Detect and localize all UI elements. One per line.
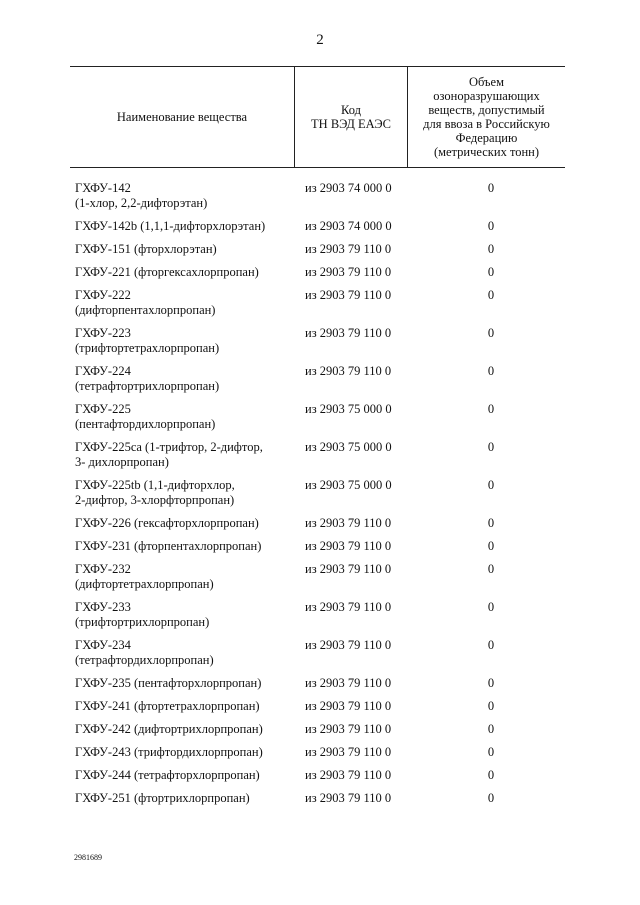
substance-name xyxy=(75,745,301,760)
substance-name-line: (пентафтордихлорпропан) xyxy=(75,417,216,431)
substance-name-line: ГХФУ-231 (фторпентахлорпропан) xyxy=(75,539,262,553)
customs-code: из 2903 79 110 0 xyxy=(305,745,392,759)
import-volume: 0 xyxy=(487,242,495,256)
table-row xyxy=(75,364,565,394)
table-row xyxy=(75,478,565,508)
substance-name xyxy=(75,768,301,783)
import-volume: 0 xyxy=(487,516,495,530)
import-volume: 0 xyxy=(487,288,495,302)
substance-name xyxy=(75,516,301,531)
customs-code: из 2903 75 000 0 xyxy=(305,440,392,454)
header-volume-line: (метрических тонн) xyxy=(433,145,540,159)
customs-code: из 2903 79 110 0 xyxy=(305,600,392,614)
substance-name xyxy=(75,288,301,318)
table-row xyxy=(75,516,565,531)
substance-name-line: ГХФУ-233 xyxy=(75,600,131,614)
table-row xyxy=(75,699,565,714)
import-volume: 0 xyxy=(487,745,495,759)
header-volume-line: Федерацию xyxy=(455,131,518,145)
substance-name xyxy=(75,402,301,432)
table-row xyxy=(75,288,565,318)
substance-name-line: ГХФУ-224 xyxy=(75,364,131,378)
customs-code: из 2903 79 110 0 xyxy=(305,699,392,713)
substance-name xyxy=(75,562,301,592)
customs-code: из 2903 75 000 0 xyxy=(305,402,392,416)
substance-name-line: ГХФУ-142b (1,1,1-дифторхлорэтан) xyxy=(75,219,266,233)
substance-name xyxy=(75,265,301,280)
substance-name xyxy=(75,364,301,394)
customs-code: из 2903 79 110 0 xyxy=(305,676,392,690)
import-volume: 0 xyxy=(487,791,495,805)
substance-name xyxy=(75,676,301,691)
substance-name-line: (тетрафтордихлорпропан) xyxy=(75,653,214,667)
table-header xyxy=(70,66,565,168)
table-row xyxy=(75,326,565,356)
customs-code: из 2903 79 110 0 xyxy=(305,265,392,279)
import-volume: 0 xyxy=(487,539,495,553)
substance-name xyxy=(75,638,301,668)
customs-code: из 2903 79 110 0 xyxy=(305,768,392,782)
import-volume: 0 xyxy=(487,676,495,690)
header-substance-name: Наименование вещества xyxy=(116,110,248,124)
substance-name xyxy=(75,326,301,356)
header-volume-line: озоноразрушающих xyxy=(433,89,540,103)
customs-code: из 2903 79 110 0 xyxy=(305,562,392,576)
substance-name-line: ГХФУ-241 (фтортетрахлорпропан) xyxy=(75,699,260,713)
table-row xyxy=(75,722,565,737)
substance-name-line: (дифторпентахлорпропан) xyxy=(75,303,216,317)
import-volume: 0 xyxy=(487,440,495,454)
substance-name-line: ГХФУ-244 (тетрафторхлорпропан) xyxy=(75,768,260,782)
header-code-line2: ТН ВЭД ЕАЭС xyxy=(311,117,391,131)
substance-name-line: (дифтортетрахлорпропан) xyxy=(75,577,214,591)
import-volume: 0 xyxy=(487,181,495,195)
header-volume-line: для ввоза в Российскую xyxy=(423,117,550,131)
substance-name-line: ГХФУ-242 (дифтортрихлорпропан) xyxy=(75,722,263,736)
customs-code: из 2903 79 110 0 xyxy=(305,539,392,553)
import-volume: 0 xyxy=(487,699,495,713)
table-row xyxy=(75,181,565,211)
import-volume: 0 xyxy=(487,722,495,736)
substance-name xyxy=(75,181,301,211)
customs-code: из 2903 75 000 0 xyxy=(305,478,392,492)
import-volume: 0 xyxy=(487,768,495,782)
substance-name xyxy=(75,699,301,714)
substance-name-line: ГХФУ-151 (фторхлорэтан) xyxy=(75,242,217,256)
substance-name-line: ГХФУ-225 xyxy=(75,402,131,416)
customs-code: из 2903 79 110 0 xyxy=(305,722,392,736)
substance-name-line: ГХФУ-234 xyxy=(75,638,131,652)
substance-name-line: ГХФУ-243 (трифтордихлорпропан) xyxy=(75,745,263,759)
table-row xyxy=(75,745,565,760)
customs-code: из 2903 79 110 0 xyxy=(305,288,392,302)
table-row xyxy=(75,562,565,592)
customs-code: из 2903 79 110 0 xyxy=(305,791,392,805)
header-volume-line: Объем xyxy=(468,75,504,89)
header-volume-line: веществ, допустимый xyxy=(428,103,545,117)
import-volume: 0 xyxy=(487,600,495,614)
customs-code: из 2903 79 110 0 xyxy=(305,364,392,378)
substance-name-line: ГХФУ-251 (фтортрихлорпропан) xyxy=(75,791,250,805)
substance-name xyxy=(75,600,301,630)
substance-name-line: ГХФУ-235 (пентафторхлорпропан) xyxy=(75,676,262,690)
table-row xyxy=(75,440,565,470)
header-customs-code xyxy=(294,67,408,167)
substance-name xyxy=(75,242,301,257)
substance-name xyxy=(75,722,301,737)
substance-name-line: ГХФУ-232 xyxy=(75,562,131,576)
customs-code: из 2903 79 110 0 xyxy=(305,326,392,340)
substance-name-line: (трифтортетрахлорпропан) xyxy=(75,341,220,355)
substance-name xyxy=(75,219,301,234)
substance-name-line: (тетрафтортрихлорпропан) xyxy=(75,379,220,393)
substance-name-line: ГХФУ-142 xyxy=(75,181,131,195)
import-volume: 0 xyxy=(487,364,495,378)
table-row xyxy=(75,219,565,234)
customs-code: из 2903 79 110 0 xyxy=(305,242,392,256)
substance-name-line: ГХФУ-226 (гексафторхлорпропан) xyxy=(75,516,259,530)
substance-name-line: ГХФУ-221 (фторгексахлорпропан) xyxy=(75,265,259,279)
import-volume: 0 xyxy=(487,402,495,416)
customs-code: из 2903 74 000 0 xyxy=(305,181,392,195)
substance-name-line: (1-хлор, 2,2-дифторэтан) xyxy=(75,196,208,210)
table-row xyxy=(75,638,565,668)
substance-name-line: 2-дифтор, 3-хлорфторпропан) xyxy=(75,493,235,507)
customs-code: из 2903 79 110 0 xyxy=(305,638,392,652)
substance-name xyxy=(75,791,301,806)
table-row xyxy=(75,402,565,432)
table-row xyxy=(75,539,565,554)
header-import-volume xyxy=(408,67,565,167)
table-row xyxy=(75,768,565,783)
table-row xyxy=(75,600,565,630)
document-footer-code: 2981689 xyxy=(74,853,102,862)
substance-name xyxy=(75,440,301,470)
table-row xyxy=(75,791,565,806)
import-volume: 0 xyxy=(487,638,495,652)
customs-code: из 2903 74 000 0 xyxy=(305,219,392,233)
import-volume: 0 xyxy=(487,562,495,576)
import-volume: 0 xyxy=(487,478,495,492)
substance-name-line: ГХФУ-225tb (1,1-дифторхлор, xyxy=(75,478,235,492)
substance-name-line: ГХФУ-225ca (1-трифтор, 2-дифтор, xyxy=(75,440,263,454)
page-number: 2 xyxy=(316,32,324,48)
substance-table-body xyxy=(75,181,565,814)
substance-name-line: ГХФУ-222 xyxy=(75,288,131,302)
customs-code: из 2903 79 110 0 xyxy=(305,516,392,530)
substance-name-line: (трифтортрихлорпропан) xyxy=(75,615,210,629)
import-volume: 0 xyxy=(487,326,495,340)
table-row xyxy=(75,265,565,280)
substance-name-line: 3- дихлорпропан) xyxy=(75,455,169,469)
substance-name-line: ГХФУ-223 xyxy=(75,326,131,340)
table-row xyxy=(75,676,565,691)
import-volume: 0 xyxy=(487,265,495,279)
substance-name xyxy=(75,539,301,554)
substance-name xyxy=(75,478,301,508)
header-code-line1: Код xyxy=(341,103,361,117)
import-volume: 0 xyxy=(487,219,495,233)
table-row xyxy=(75,242,565,257)
